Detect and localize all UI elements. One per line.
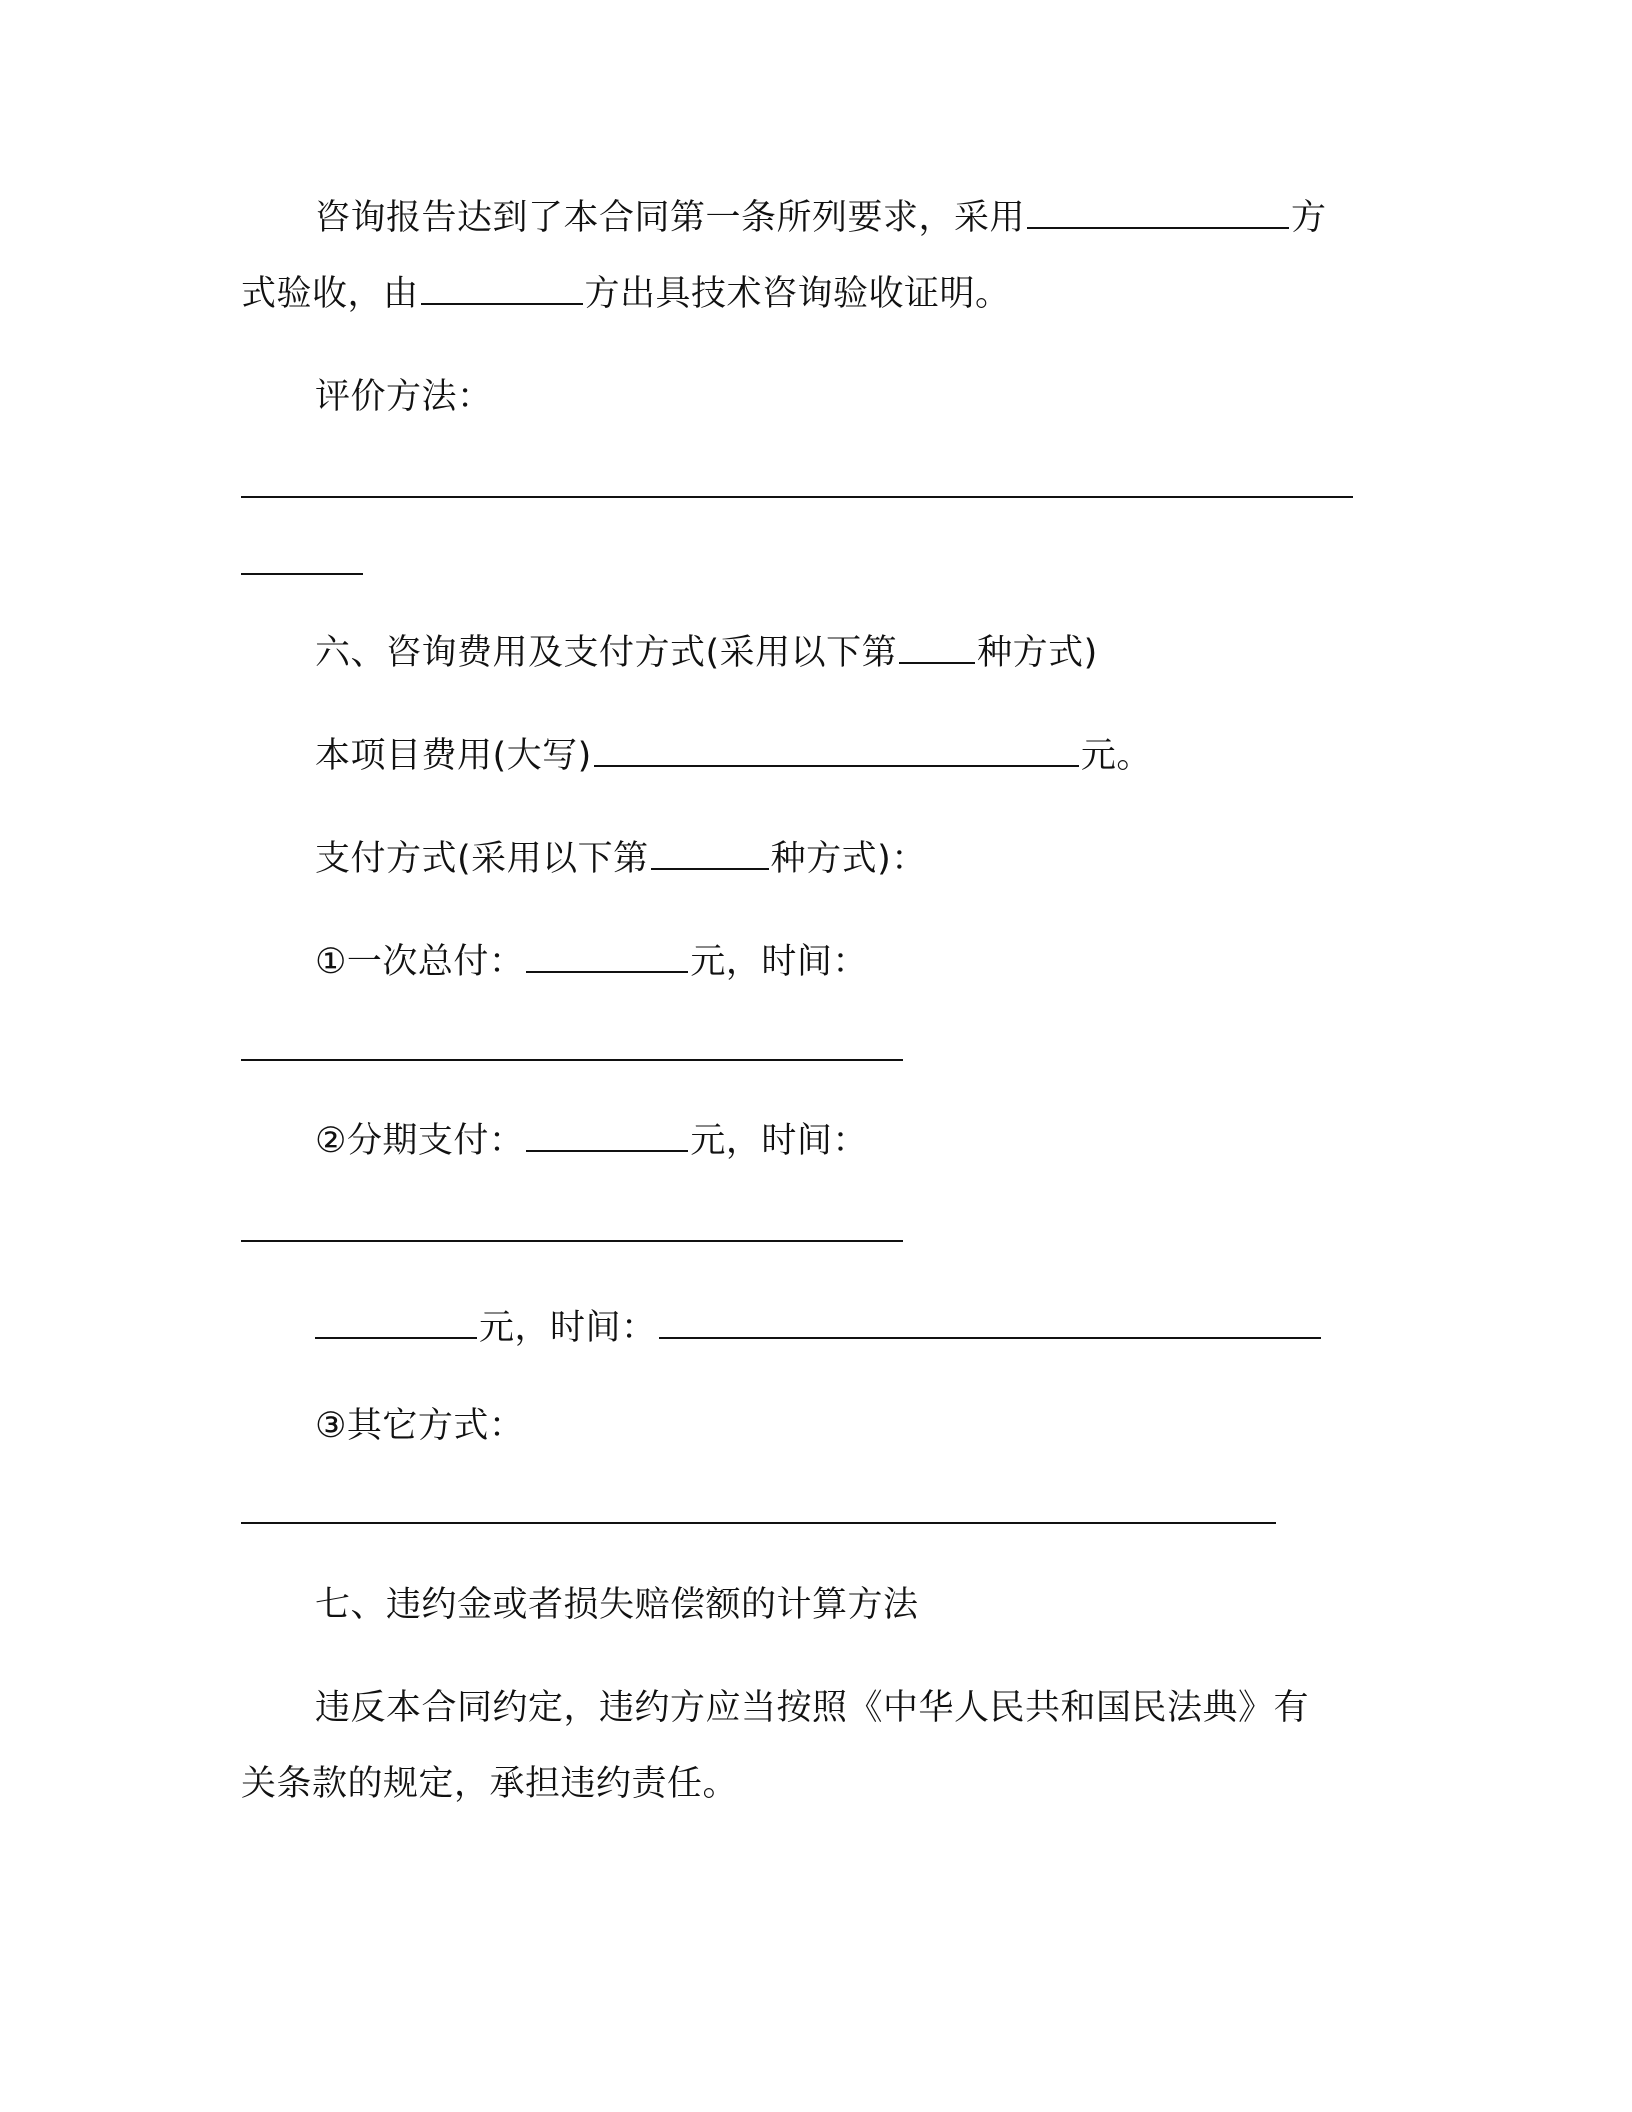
section-6-option-blank[interactable] <box>899 634 975 664</box>
acceptance-line-2: 式验收，由 方出具技术咨询验收证明。 <box>241 274 1011 314</box>
section-6-heading: 六、咨询费用及支付方式(采用以下第 种方式) <box>315 633 1098 673</box>
option-3-label: ③其它方式： <box>315 1406 525 1446</box>
breach-line-1: 违反本合同约定，违约方应当按照《中华人民共和国民法典》有 <box>315 1688 1310 1728</box>
option-2-amount-blank[interactable] <box>526 1122 688 1152</box>
breach-line-2: 关条款的规定，承担违约责任。 <box>241 1764 739 1804</box>
project-fee-line: 本项目费用(大写) 元。 <box>315 736 1152 776</box>
issuing-party-blank[interactable] <box>421 275 583 305</box>
option-2-line: ②分期支付： 元，时间： <box>315 1121 868 1161</box>
installment-time-blank[interactable] <box>659 1309 1321 1339</box>
evaluation-method-blank-line-1[interactable] <box>241 496 1353 498</box>
acceptance-line-1: 咨询报告达到了本合同第一条所列要求，采用 方 <box>315 198 1327 238</box>
evaluation-method-label: 评价方法： <box>315 377 493 417</box>
installment-amount-blank[interactable] <box>315 1309 477 1339</box>
option-2-time-blank[interactable] <box>241 1240 903 1242</box>
section-7-heading: 七、违约金或者损失赔偿额的计算方法 <box>315 1585 919 1625</box>
option-3-blank[interactable] <box>241 1522 1276 1524</box>
payment-method-line: 支付方式(采用以下第 种方式)： <box>315 839 927 879</box>
option-1-amount-blank[interactable] <box>526 943 688 973</box>
option-2-installment-line: 元，时间： <box>315 1308 1323 1348</box>
evaluation-method-blank-line-2[interactable] <box>241 573 363 575</box>
project-fee-blank[interactable] <box>594 737 1079 767</box>
acceptance-method-blank[interactable] <box>1027 199 1289 229</box>
payment-option-blank[interactable] <box>651 840 769 870</box>
option-1-line: ①一次总付： 元，时间： <box>315 942 868 982</box>
option-1-time-blank[interactable] <box>241 1059 903 1061</box>
